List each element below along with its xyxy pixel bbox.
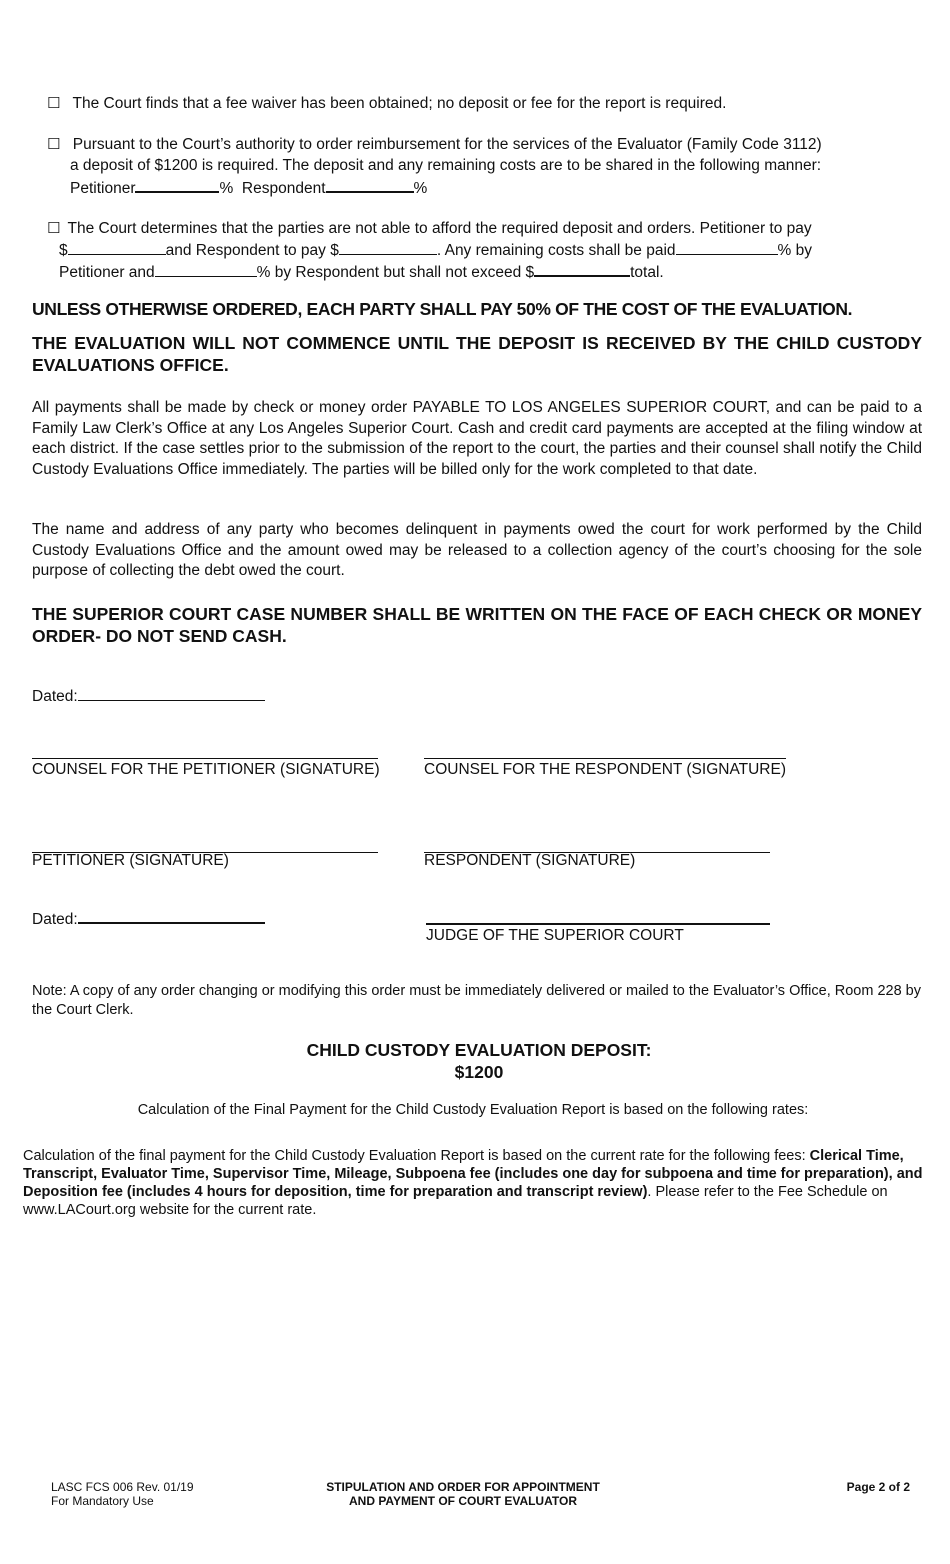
respondent-label: RESPONDENT (SIGNATURE)	[424, 852, 636, 869]
unable-option	[47, 218, 812, 239]
dated-row-1	[32, 685, 265, 707]
mandatory-use: For Mandatory Use	[51, 1494, 154, 1508]
footer-form-info	[51, 1480, 194, 1508]
delinquent-paragraph: The name and address of any party who becomes delinquent in payments owed the court for work performed by the Child Custody Evaluations Office and the amount owed may be released to a collection agency of the court’s choosing for the sole purpose of collecting the debt owed the court.	[32, 521, 922, 579]
dollar-sign: $	[59, 242, 68, 259]
court-clerk-note: Note: A copy of any order changing or modifying this order must be immediately delivered or mailed to the Evaluator’s Office, Room 228 by the Court Clerk.	[32, 983, 921, 1018]
case-number-heading: THE SUPERIOR COURT CASE NUMBER SHALL BE WRITTEN ON THE FACE OF EACH CHECK OR MONEY ORDER- DO NOT SEND CASH.	[32, 604, 922, 646]
percent-by-label: % by	[777, 242, 812, 259]
dated-row-2	[32, 907, 265, 930]
reimbursement-checkbox[interactable]: ☐	[47, 135, 61, 153]
fee-waiver-checkbox[interactable]: ☐	[47, 94, 61, 112]
respondent-share-label: Respondent	[241, 180, 326, 197]
dated-field-2[interactable]	[78, 907, 265, 924]
form-number: LASC FCS 006 Rev. 01/19	[51, 1480, 194, 1494]
final-payment-tail: . Please refer to the Fee Schedule on www.LACourt.org website for the current rate.	[23, 1184, 888, 1218]
page-number: Page 2 of 2	[846, 1480, 910, 1494]
deposit-title: CHILD CUSTODY EVALUATION DEPOSIT:	[306, 1040, 652, 1060]
dated-field-1[interactable]	[78, 685, 265, 701]
footer-title-line-2: AND PAYMENT OF COURT EVALUATOR	[348, 1494, 577, 1508]
reimbursement-line-2: a deposit of $1200 is required. The deposit and any remaining costs are to be shared in the following manner:	[70, 157, 822, 174]
counsel-respondent-signature-line[interactable]	[424, 758, 786, 759]
fee-waiver-text: The Court finds that a fee waiver has been obtained; no deposit or fee for the report is required.	[72, 95, 727, 112]
deposit-amount: $1200	[454, 1062, 504, 1082]
respondent-percent-sign: %	[413, 180, 428, 197]
final-payment-fees: Clerical Time, Transcript, Evaluator Time, Supervisor Time, Mileage, Subpoena fee (includes one day for subpoena and time for preparation), and Deposition fee (includes 4 hours for deposition, time for preparation and transcript review)	[23, 1148, 923, 1200]
counsel-respondent-label: COUNSEL FOR THE RESPONDENT (SIGNATURE)	[424, 761, 786, 778]
judge-signature-line[interactable]	[426, 923, 770, 925]
respondent-percent-field[interactable]	[326, 176, 414, 193]
petitioner-remaining-percent-field[interactable]	[676, 239, 778, 255]
fifty-percent-heading: UNLESS OTHERWISE ORDERED, EACH PARTY SHALL PAY 50% OF THE COST OF THE EVALUATION.	[32, 299, 853, 319]
unable-line-1: The Court determines that the parties are not able to afford the required deposit and orders. Petitioner to pay	[67, 220, 812, 237]
reimbursement-option	[47, 134, 822, 155]
petitioner-and-label: Petitioner and	[59, 264, 155, 281]
footer-title	[260, 1480, 666, 1508]
petitioner-pay-field[interactable]	[68, 239, 166, 255]
respondent-pay-label: and Respondent to pay $	[165, 242, 339, 259]
not-exceed-amount-field[interactable]	[534, 260, 630, 277]
final-payment-lead: Calculation of the final payment for the Child Custody Evaluation Report is based on the current rate for the following fees:	[23, 1148, 810, 1164]
counsel-petitioner-signature-line[interactable]	[32, 758, 378, 759]
calc-intro: Calculation of the Final Payment for the Child Custody Evaluation Report is based on the following rates:	[137, 1102, 809, 1118]
reimbursement-share-row	[70, 176, 427, 199]
total-label: total.	[630, 264, 664, 281]
respondent-pay-field[interactable]	[339, 239, 437, 255]
petitioner-label: PETITIONER (SIGNATURE)	[32, 852, 229, 869]
respondent-remaining-percent-field[interactable]	[155, 261, 257, 277]
not-exceed-label: % by Respondent but shall not exceed $	[256, 264, 535, 281]
fee-waiver-option	[47, 93, 726, 114]
petitioner-share-label: Petitioner	[70, 180, 136, 197]
judge-label: JUDGE OF THE SUPERIOR COURT	[426, 927, 684, 944]
unable-checkbox[interactable]: ☐	[47, 219, 61, 237]
petitioner-percent-field[interactable]	[135, 176, 219, 193]
footer-title-line-1: STIPULATION AND ORDER FOR APPOINTMENT	[326, 1480, 600, 1494]
final-payment-paragraph	[23, 1147, 923, 1219]
dated-label-1: Dated:	[32, 688, 78, 705]
deposit-notice-heading: THE EVALUATION WILL NOT COMMENCE UNTIL THE DEPOSIT IS RECEIVED BY THE CHILD CUSTODY EVALUATIONS OFFICE.	[32, 333, 922, 375]
petitioner-percent-sign: %	[219, 180, 234, 197]
dated-label-2: Dated:	[32, 911, 78, 928]
unable-line-2	[59, 239, 812, 261]
payments-paragraph: All payments shall be made by check or money order PAYABLE TO LOS ANGELES SUPERIOR COURT, and can be paid to a Family Law Clerk’s Office at any Los Angeles Superior Court. Cash and credit card payments are accepted at the filing window at each district. If the case settles prior to the submission of the report to the court, the parties and their counsel shall notify the Child Custody Evaluations Office immediately. The parties will be billed only for the work completed to that date.	[32, 399, 922, 478]
counsel-petitioner-label: COUNSEL FOR THE PETITIONER (SIGNATURE)	[32, 761, 380, 778]
unable-line-3	[59, 260, 664, 283]
remaining-costs-label: . Any remaining costs shall be paid	[436, 242, 676, 259]
reimbursement-line-1: Pursuant to the Court’s authority to order reimbursement for the services of the Evaluator (Family Code 3112)	[72, 136, 822, 153]
